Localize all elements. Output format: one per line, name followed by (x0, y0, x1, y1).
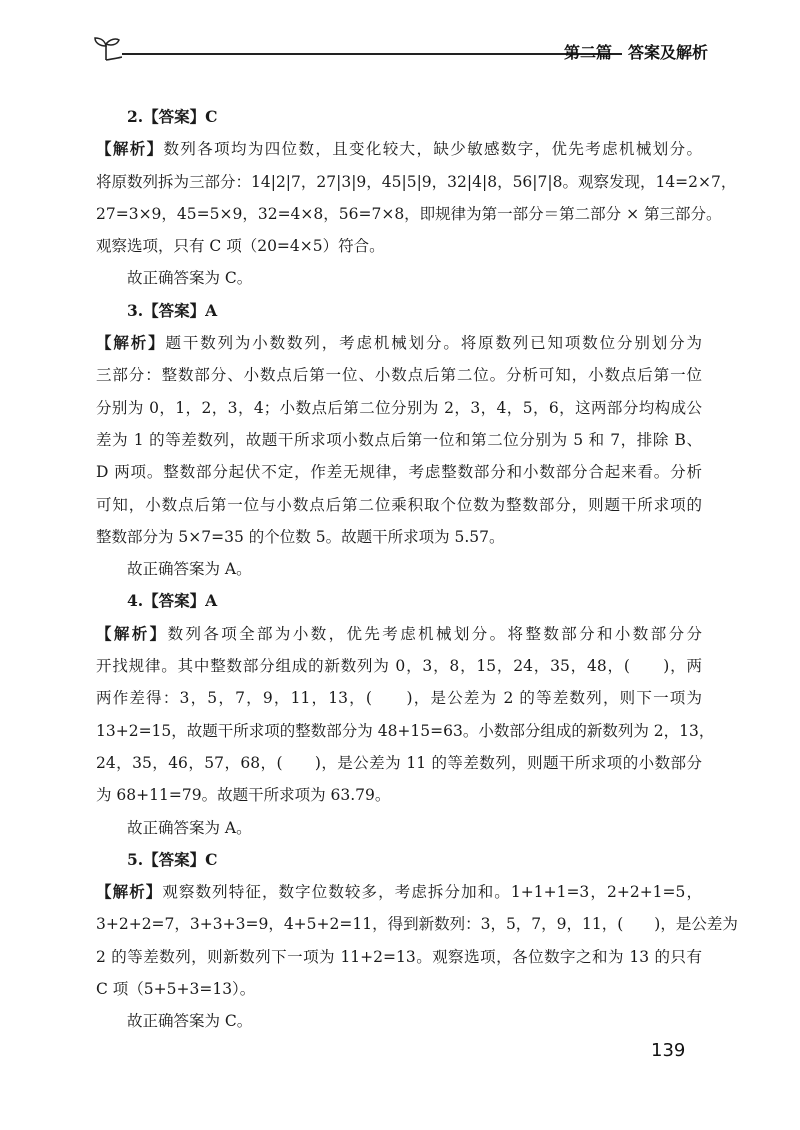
analysis-text: 观察选项，只有 C 项（20=4×5）符合。 (96, 237, 385, 256)
answer-conclusion: 故正确答案为 A。 (127, 560, 252, 579)
answer-title: 4.【答案】A (127, 591, 218, 611)
analysis-text: 整数部分为 5×7=35 的个位数 5。故题干所求项为 5.57。 (96, 527, 505, 546)
analysis-text: 3+2+2=7，3+3+3=9，4+5+2=11，得到新数列：3，5，7，9，11，( )，是公差为 (96, 915, 738, 934)
analysis-text: 两作差得：3，5，7，9，11，13，( )，是公差为 2 的等差数列，则下一项为 (96, 689, 702, 708)
analysis-line (96, 941, 702, 973)
analysis-text: 题干数列为小数数列，考虑机械划分。将原数列已知项数位分别划分为 (165, 334, 702, 353)
analysis-line (96, 327, 702, 359)
answer-list (96, 101, 738, 1038)
analysis-text: 将原数列拆为三部分：14|2|7，27|3|9，45|5|9，32|4|8，56|7|8。观察发现，14=2×7， (96, 172, 737, 191)
analysis-label: 【解析】 (96, 882, 163, 902)
analysis-line (96, 424, 702, 456)
page-number: 139 (651, 1040, 686, 1061)
answer-title: 5.【答案】C (127, 849, 218, 869)
analysis-line (96, 133, 702, 165)
analysis-text: 数列各项均为四位数，且变化较大，缺少敏感数字，优先考虑机械划分。 (163, 140, 702, 159)
analysis-line (96, 876, 702, 908)
analysis-line (96, 715, 715, 747)
analysis-line (96, 359, 702, 391)
answer-conclusion: 故正确答案为 A。 (127, 818, 252, 837)
answer-title: 2.【答案】C (127, 107, 218, 126)
analysis-text: 为 68+11=79。故题干所求项为 63.79。 (96, 786, 391, 805)
answer-conclusion: 故正确答案为 C。 (127, 1012, 253, 1031)
analysis-line (96, 489, 702, 521)
analysis-text: 24，35，46，57，68，( )，是公差为 11 的等差数列，则题干所求项的小数部分 (96, 753, 702, 772)
analysis-line (96, 650, 702, 682)
analysis-text: 数列各项全部为小数，优先考虑机械划分。将整数部分和小数部分分 (167, 624, 702, 643)
analysis-line (96, 973, 702, 1005)
header-rule (122, 53, 622, 55)
analysis-label: 【解析】 (96, 139, 164, 159)
answer-title: 3.【答案】A (127, 300, 218, 320)
analysis-line (96, 392, 702, 424)
analysis-line (96, 908, 738, 940)
analysis-line (96, 456, 702, 488)
answer-conclusion: 故正确答案为 C。 (127, 269, 253, 288)
analysis-text: 13+2=15，故题干所求项的整数部分为 48+15=63。小数部分组成的新数列为 2，13， (96, 721, 715, 740)
analysis-text: D 两项。整数部分起伏不定，作差无规律，考虑整数部分和小数部分合起来看。分析 (96, 463, 702, 482)
answer-block (96, 844, 738, 1038)
analysis-label: 【解析】 (96, 623, 168, 643)
analysis-text: C 项（5+5+3=13）。 (96, 980, 256, 999)
analysis-text: 可知，小数点后第一位与小数点后第二位乘积取个位数为整数部分，则题干所求项的 (96, 495, 702, 514)
analysis-text: 开找规律。其中整数部分组成的新数列为 0，3，8，15，24，35，48，( )，两 (96, 657, 702, 676)
analysis-text: 2 的等差数列，则新数列下一项为 11+2=13。观察选项，各位数字之和为 13 的只有 (96, 947, 702, 966)
analysis-line (96, 230, 702, 262)
running-header (92, 30, 708, 70)
analysis-line (96, 779, 702, 811)
sprout-icon (92, 34, 122, 62)
answer-block (96, 295, 702, 586)
analysis-text: 观察数列特征，数字位数较多，考虑拆分加和。1+1+1=3，2+2+1=5， (162, 883, 702, 902)
answer-block (96, 101, 737, 295)
analysis-line (96, 166, 737, 198)
analysis-line (96, 618, 702, 650)
analysis-line (96, 521, 702, 553)
answer-block (96, 585, 715, 843)
analysis-text: 分别为 0，1，2，3，4；小数点后第二位分别为 2，3，4，5，6，这两部分均构成公 (96, 398, 702, 417)
analysis-text: 三部分：整数部分、小数点后第一位、小数点后第二位。分析可知，小数点后第一位 (96, 366, 702, 385)
analysis-line (96, 682, 702, 714)
analysis-text: 差为 1 的等差数列，故题干所求项小数点后第一位和第二位分别为 5 和 7，排除 B、 (96, 430, 702, 449)
section-title: 第二篇 答案及解析 (563, 43, 708, 62)
analysis-text: 27=3×9，45=5×9，32=4×8，56=7×8，即规律为第一部分＝第二部分 × 第三部分。 (96, 204, 722, 223)
analysis-line (96, 198, 722, 230)
analysis-label: 【解析】 (96, 333, 166, 353)
analysis-line (96, 747, 702, 779)
